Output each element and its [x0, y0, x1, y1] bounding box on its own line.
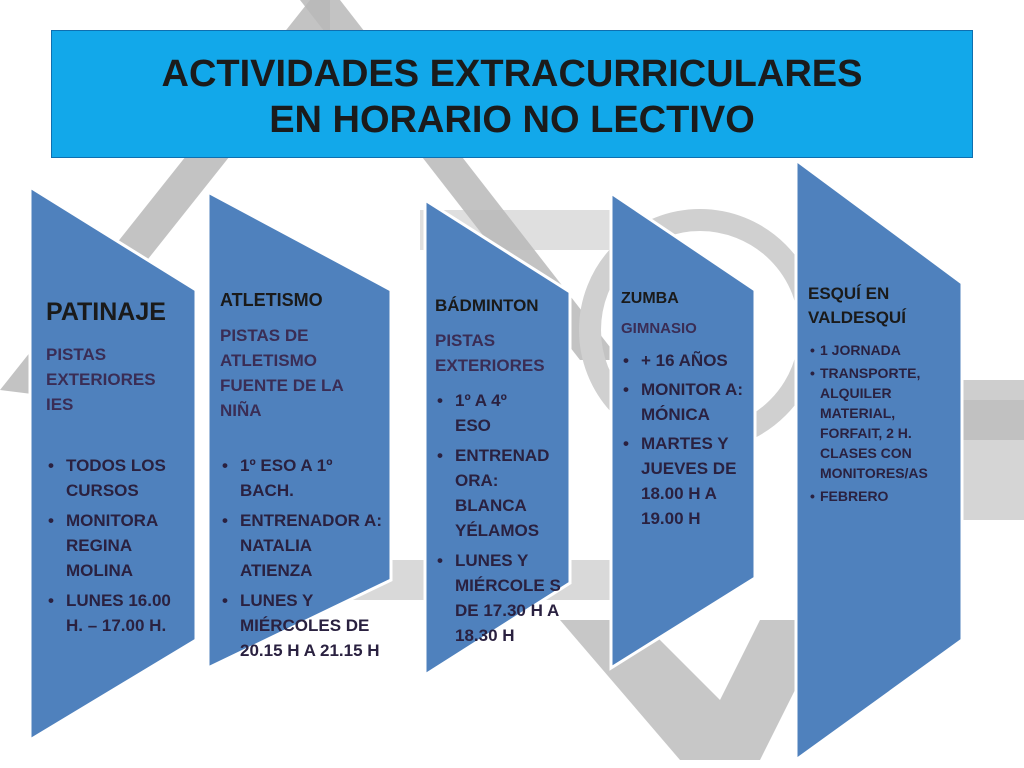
column-title: BÁDMINTON	[435, 296, 539, 315]
column-atletismo	[220, 287, 385, 663]
list-item: • 1º ESO A 1º BACH.	[220, 453, 385, 503]
list-item: • LUNES Y MIÉRCOLES DE 20.15 H A 21.15 H	[220, 588, 385, 663]
title-line-2: EN HORARIO NO LECTIVO	[269, 99, 755, 141]
column-subtitle: GIMNASIO	[621, 320, 697, 337]
column-items	[808, 340, 953, 506]
title-line-1: ACTIVIDADES EXTRACURRICULARES	[161, 53, 863, 95]
list-item: • ENTRENAD ORA: BLANCA YÉLAMOS	[435, 443, 563, 543]
column-subtitle: PISTAS EXTERIORES	[435, 331, 545, 375]
column-title: PATINAJE	[46, 298, 166, 326]
column-subtitle: PISTAS EXTERIORES IES	[46, 345, 156, 414]
list-item: • + 16 AÑOS	[621, 348, 746, 373]
column-patinaje	[46, 296, 181, 638]
list-item: • LUNES Y MIÉRCOLE S DE 17.30 H A 18.30 H	[435, 548, 563, 648]
list-item: • MONITORA REGINA MOLINA	[46, 508, 181, 583]
column-items	[621, 348, 746, 531]
list-item: • 1 JORNADA	[808, 340, 953, 360]
list-item: • TODOS LOS CURSOS	[46, 453, 181, 503]
list-item: • MONITOR A: MÓNICA	[621, 377, 746, 427]
list-item: • 1º A 4º ESO	[435, 388, 540, 438]
list-item: • TRANSPORTE, ALQUILER MATERIAL, FORFAIT, 2 H. CLASES CON MONITORES/AS	[808, 363, 953, 483]
title-banner	[51, 30, 973, 158]
list-item: • MARTES Y JUEVES DE 18.00 H A 19.00 H	[621, 431, 746, 531]
list-item: • ENTRENADOR A: NATALIA ATIENZA	[220, 508, 385, 583]
list-item: • LUNES 16.00 H. – 17.00 H.	[46, 588, 181, 638]
list-item: • FEBRERO	[808, 486, 953, 506]
column-esqui	[808, 282, 953, 506]
column-zumba	[621, 288, 746, 531]
column-badminton	[435, 294, 563, 648]
column-subtitle: PISTAS DE ATLETISMO FUENTE DE LA NIÑA	[220, 326, 344, 420]
column-title: ATLETISMO	[220, 290, 323, 310]
column-items	[435, 388, 563, 648]
column-items	[220, 453, 385, 663]
column-title: ZUMBA	[621, 290, 679, 307]
column-title: ESQUÍ EN VALDESQUÍ	[808, 284, 906, 327]
column-items	[46, 453, 181, 638]
